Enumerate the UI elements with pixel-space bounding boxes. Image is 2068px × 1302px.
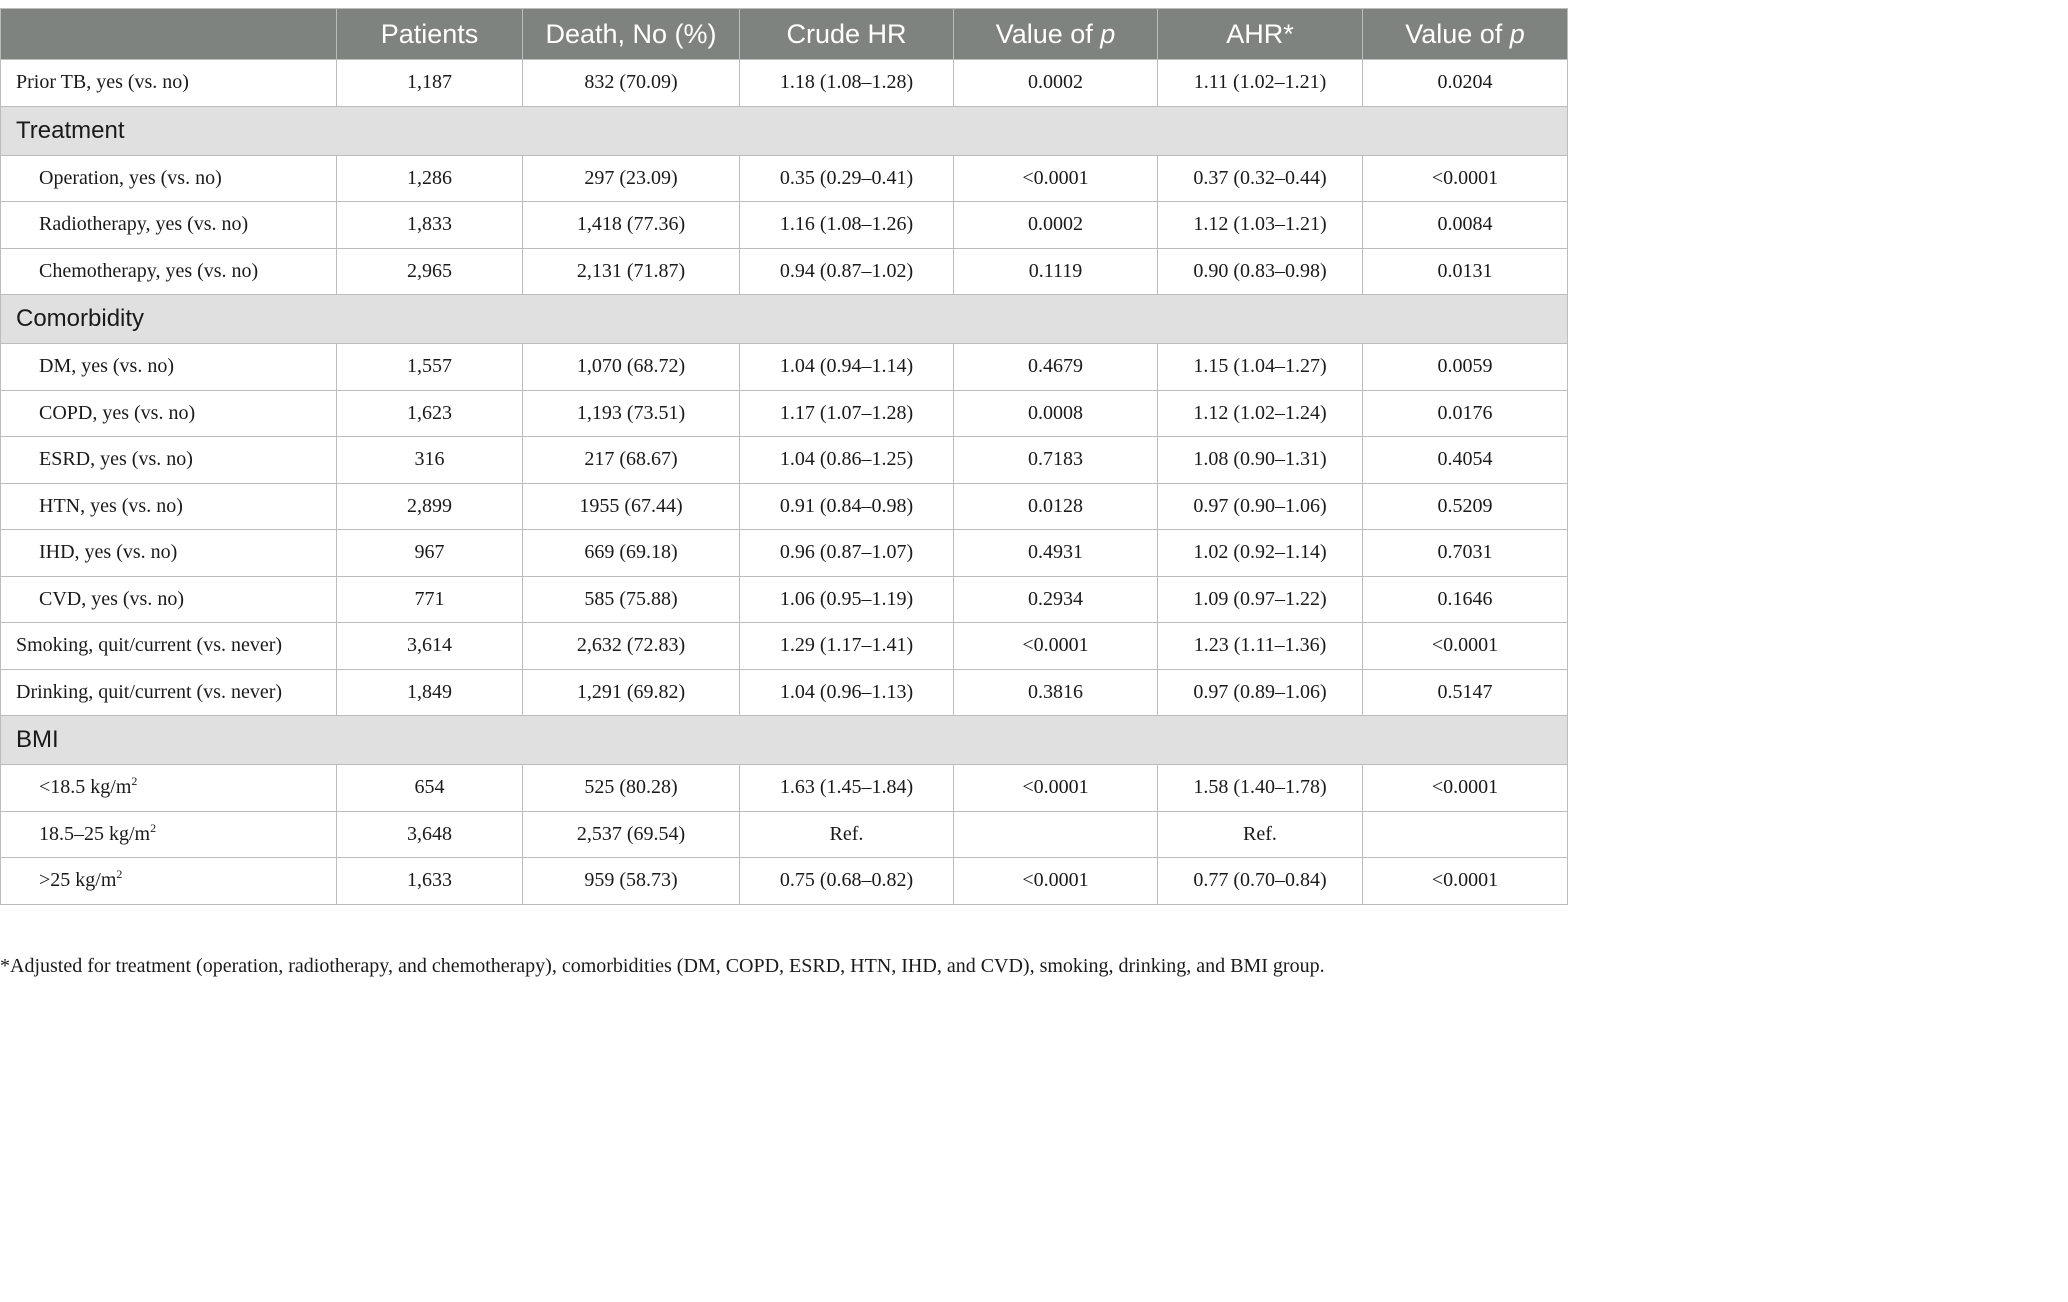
death-cell: 1,418 (77.36) [523,202,740,249]
table-row [1,344,1568,391]
p-value-cell: <0.0001 [954,623,1158,670]
table-header [1,9,1568,60]
row-label [1,155,337,202]
table-row [1,765,1568,812]
row-label-text: Prior TB, yes (vs. no) [16,71,189,94]
row-label [1,390,337,437]
adjusted-p-value-cell: 0.0204 [1363,60,1568,107]
p-value-cell: 0.4679 [954,344,1158,391]
death-cell: 1,291 (69.82) [523,669,740,716]
crude-hr-column-header [740,9,954,60]
death-cell: 2,131 (71.87) [523,248,740,295]
table-row [1,248,1568,295]
row-label [1,60,337,107]
row-label [1,437,337,484]
ahr-cell: Ref. [1158,811,1363,858]
ahr-cell: 0.37 (0.32–0.44) [1158,155,1363,202]
crude-hr-cell: 1.63 (1.45–1.84) [740,765,954,812]
row-label [1,669,337,716]
adjusted-p-value-cell: 0.0176 [1363,390,1568,437]
ahr-column-header [1158,9,1363,60]
table-row [1,483,1568,530]
patients-column-header [337,9,523,60]
label-column-header [1,9,337,60]
patients-cell: 1,557 [337,344,523,391]
table-row [1,623,1568,670]
section-row [1,295,1568,344]
header-text: AHR* [1226,18,1294,49]
p-value-cell: 0.0008 [954,390,1158,437]
crude-hr-cell: 1.17 (1.07–1.28) [740,390,954,437]
table-row [1,811,1568,858]
table-body [1,60,1568,905]
row-label-text: HTN, yes (vs. no) [39,494,183,517]
p-value-cell: 0.4931 [954,530,1158,577]
patients-cell: 3,614 [337,623,523,670]
ahr-cell: 1.09 (0.97–1.22) [1158,576,1363,623]
p-value-cell: 0.0002 [954,202,1158,249]
crude-hr-cell: 0.91 (0.84–0.98) [740,483,954,530]
death-cell: 585 (75.88) [523,576,740,623]
row-label [1,202,337,249]
row-label [1,483,337,530]
patients-cell: 2,899 [337,483,523,530]
table-row [1,530,1568,577]
ahr-cell: 1.12 (1.02–1.24) [1158,390,1363,437]
row-label [1,530,337,577]
unit-superscript: 2 [131,774,138,789]
patients-cell: 1,187 [337,60,523,107]
adjusted-p-value-cell: 0.0131 [1363,248,1568,295]
death-cell: 2,537 (69.54) [523,811,740,858]
death-cell: 832 (70.09) [523,60,740,107]
adjusted-p-value-cell [1363,811,1568,858]
adjusted-p-value-cell: <0.0001 [1363,623,1568,670]
p-value-column-header [954,9,1158,60]
header-text: Crude HR [786,18,907,49]
table-row [1,390,1568,437]
p-value-cell: <0.0001 [954,155,1158,202]
header-italic-text: p [1509,18,1525,49]
row-label-text: Radiotherapy, yes (vs. no) [39,213,249,236]
row-label [1,248,337,295]
adjusted-p-value-column-header [1363,9,1568,60]
ahr-cell: 1.23 (1.11–1.36) [1158,623,1363,670]
patients-cell: 967 [337,530,523,577]
section-row [1,716,1568,765]
death-cell: 1,193 (73.51) [523,390,740,437]
section-label: BMI [1,716,1568,765]
row-label-text: >25 kg/m [39,869,117,892]
section-row [1,106,1568,155]
crude-hr-cell: 1.16 (1.08–1.26) [740,202,954,249]
adjusted-p-value-cell: 0.0059 [1363,344,1568,391]
death-cell: 1,070 (68.72) [523,344,740,391]
unit-superscript: 2 [116,867,123,882]
ahr-cell: 0.97 (0.90–1.06) [1158,483,1363,530]
row-label-text: IHD, yes (vs. no) [39,541,178,564]
ahr-cell: 1.12 (1.03–1.21) [1158,202,1363,249]
row-label-text: 18.5–25 kg/m [39,822,151,845]
row-label-text: <18.5 kg/m [39,776,132,799]
row-label-text: Drinking, quit/current (vs. never) [16,680,283,703]
adjusted-p-value-cell: <0.0001 [1363,765,1568,812]
header-text: Value of [995,18,1101,49]
death-column-header [523,9,740,60]
crude-hr-cell: 1.04 (0.86–1.25) [740,437,954,484]
ahr-cell: 1.15 (1.04–1.27) [1158,344,1363,391]
ahr-cell: 1.11 (1.02–1.21) [1158,60,1363,107]
row-label-text: Chemotherapy, yes (vs. no) [39,259,259,282]
table-row [1,155,1568,202]
table-row [1,60,1568,107]
ahr-cell: 1.02 (0.92–1.14) [1158,530,1363,577]
table-row [1,576,1568,623]
patients-cell: 1,633 [337,858,523,905]
crude-hr-cell: 1.06 (0.95–1.19) [740,576,954,623]
header-italic-text: p [1100,18,1116,49]
header-text: Death, No (%) [545,18,717,49]
ahr-cell: 1.08 (0.90–1.31) [1158,437,1363,484]
crude-hr-cell: Ref. [740,811,954,858]
p-value-cell [954,811,1158,858]
row-label [1,576,337,623]
row-label [1,344,337,391]
crude-hr-cell: 1.04 (0.94–1.14) [740,344,954,391]
adjusted-p-value-cell: 0.1646 [1363,576,1568,623]
crude-hr-cell: 1.04 (0.96–1.13) [740,669,954,716]
row-label-text: DM, yes (vs. no) [39,355,174,378]
row-label [1,623,337,670]
patients-cell: 2,965 [337,248,523,295]
p-value-cell: 0.0002 [954,60,1158,107]
death-cell: 959 (58.73) [523,858,740,905]
adjusted-p-value-cell: 0.0084 [1363,202,1568,249]
patients-cell: 1,623 [337,390,523,437]
crude-hr-cell: 0.35 (0.29–0.41) [740,155,954,202]
section-label: Comorbidity [1,295,1568,344]
ahr-cell: 1.58 (1.40–1.78) [1158,765,1363,812]
header-text: Patients [380,18,479,49]
death-cell: 297 (23.09) [523,155,740,202]
p-value-cell: <0.0001 [954,858,1158,905]
p-value-cell: 0.0128 [954,483,1158,530]
table-row [1,437,1568,484]
table-row [1,202,1568,249]
patients-cell: 316 [337,437,523,484]
row-label-text: Smoking, quit/current (vs. never) [16,634,283,657]
p-value-cell: 0.2934 [954,576,1158,623]
death-cell: 669 (69.18) [523,530,740,577]
death-cell: 1955 (67.44) [523,483,740,530]
p-value-cell: 0.7183 [954,437,1158,484]
patients-cell: 654 [337,765,523,812]
crude-hr-cell: 1.18 (1.08–1.28) [740,60,954,107]
adjusted-p-value-cell: 0.4054 [1363,437,1568,484]
row-label-text: Operation, yes (vs. no) [39,166,222,189]
crude-hr-cell: 1.29 (1.17–1.41) [740,623,954,670]
row-label [1,858,337,905]
table-footnote: *Adjusted for treatment (operation, radiotherapy, and chemotherapy), comorbidities (DM, COPD, ESRD, HTN, IHD, and CVD), smoking, drinking, and BMI group. [0,955,1325,977]
table-row [1,669,1568,716]
patients-cell: 1,849 [337,669,523,716]
adjusted-p-value-cell: <0.0001 [1363,155,1568,202]
unit-superscript: 2 [150,820,157,835]
adjusted-p-value-cell: <0.0001 [1363,858,1568,905]
p-value-cell: 0.1119 [954,248,1158,295]
row-label [1,765,337,812]
header-text: Value of [1405,18,1510,49]
adjusted-p-value-cell: 0.7031 [1363,530,1568,577]
header-row [1,9,1568,60]
row-label-text: CVD, yes (vs. no) [39,587,184,610]
ahr-cell: 0.77 (0.70–0.84) [1158,858,1363,905]
row-label [1,811,337,858]
results-table [0,8,1568,905]
ahr-cell: 0.97 (0.89–1.06) [1158,669,1363,716]
adjusted-p-value-cell: 0.5147 [1363,669,1568,716]
p-value-cell: 0.3816 [954,669,1158,716]
patients-cell: 1,833 [337,202,523,249]
patients-cell: 3,648 [337,811,523,858]
adjusted-p-value-cell: 0.5209 [1363,483,1568,530]
row-label-text: COPD, yes (vs. no) [39,401,196,424]
row-label-text: ESRD, yes (vs. no) [39,448,193,471]
crude-hr-cell: 0.94 (0.87–1.02) [740,248,954,295]
p-value-cell: <0.0001 [954,765,1158,812]
death-cell: 2,632 (72.83) [523,623,740,670]
section-label: Treatment [1,106,1568,155]
death-cell: 525 (80.28) [523,765,740,812]
patients-cell: 1,286 [337,155,523,202]
death-cell: 217 (68.67) [523,437,740,484]
crude-hr-cell: 0.75 (0.68–0.82) [740,858,954,905]
patients-cell: 771 [337,576,523,623]
table-row [1,858,1568,905]
ahr-cell: 0.90 (0.83–0.98) [1158,248,1363,295]
crude-hr-cell: 0.96 (0.87–1.07) [740,530,954,577]
